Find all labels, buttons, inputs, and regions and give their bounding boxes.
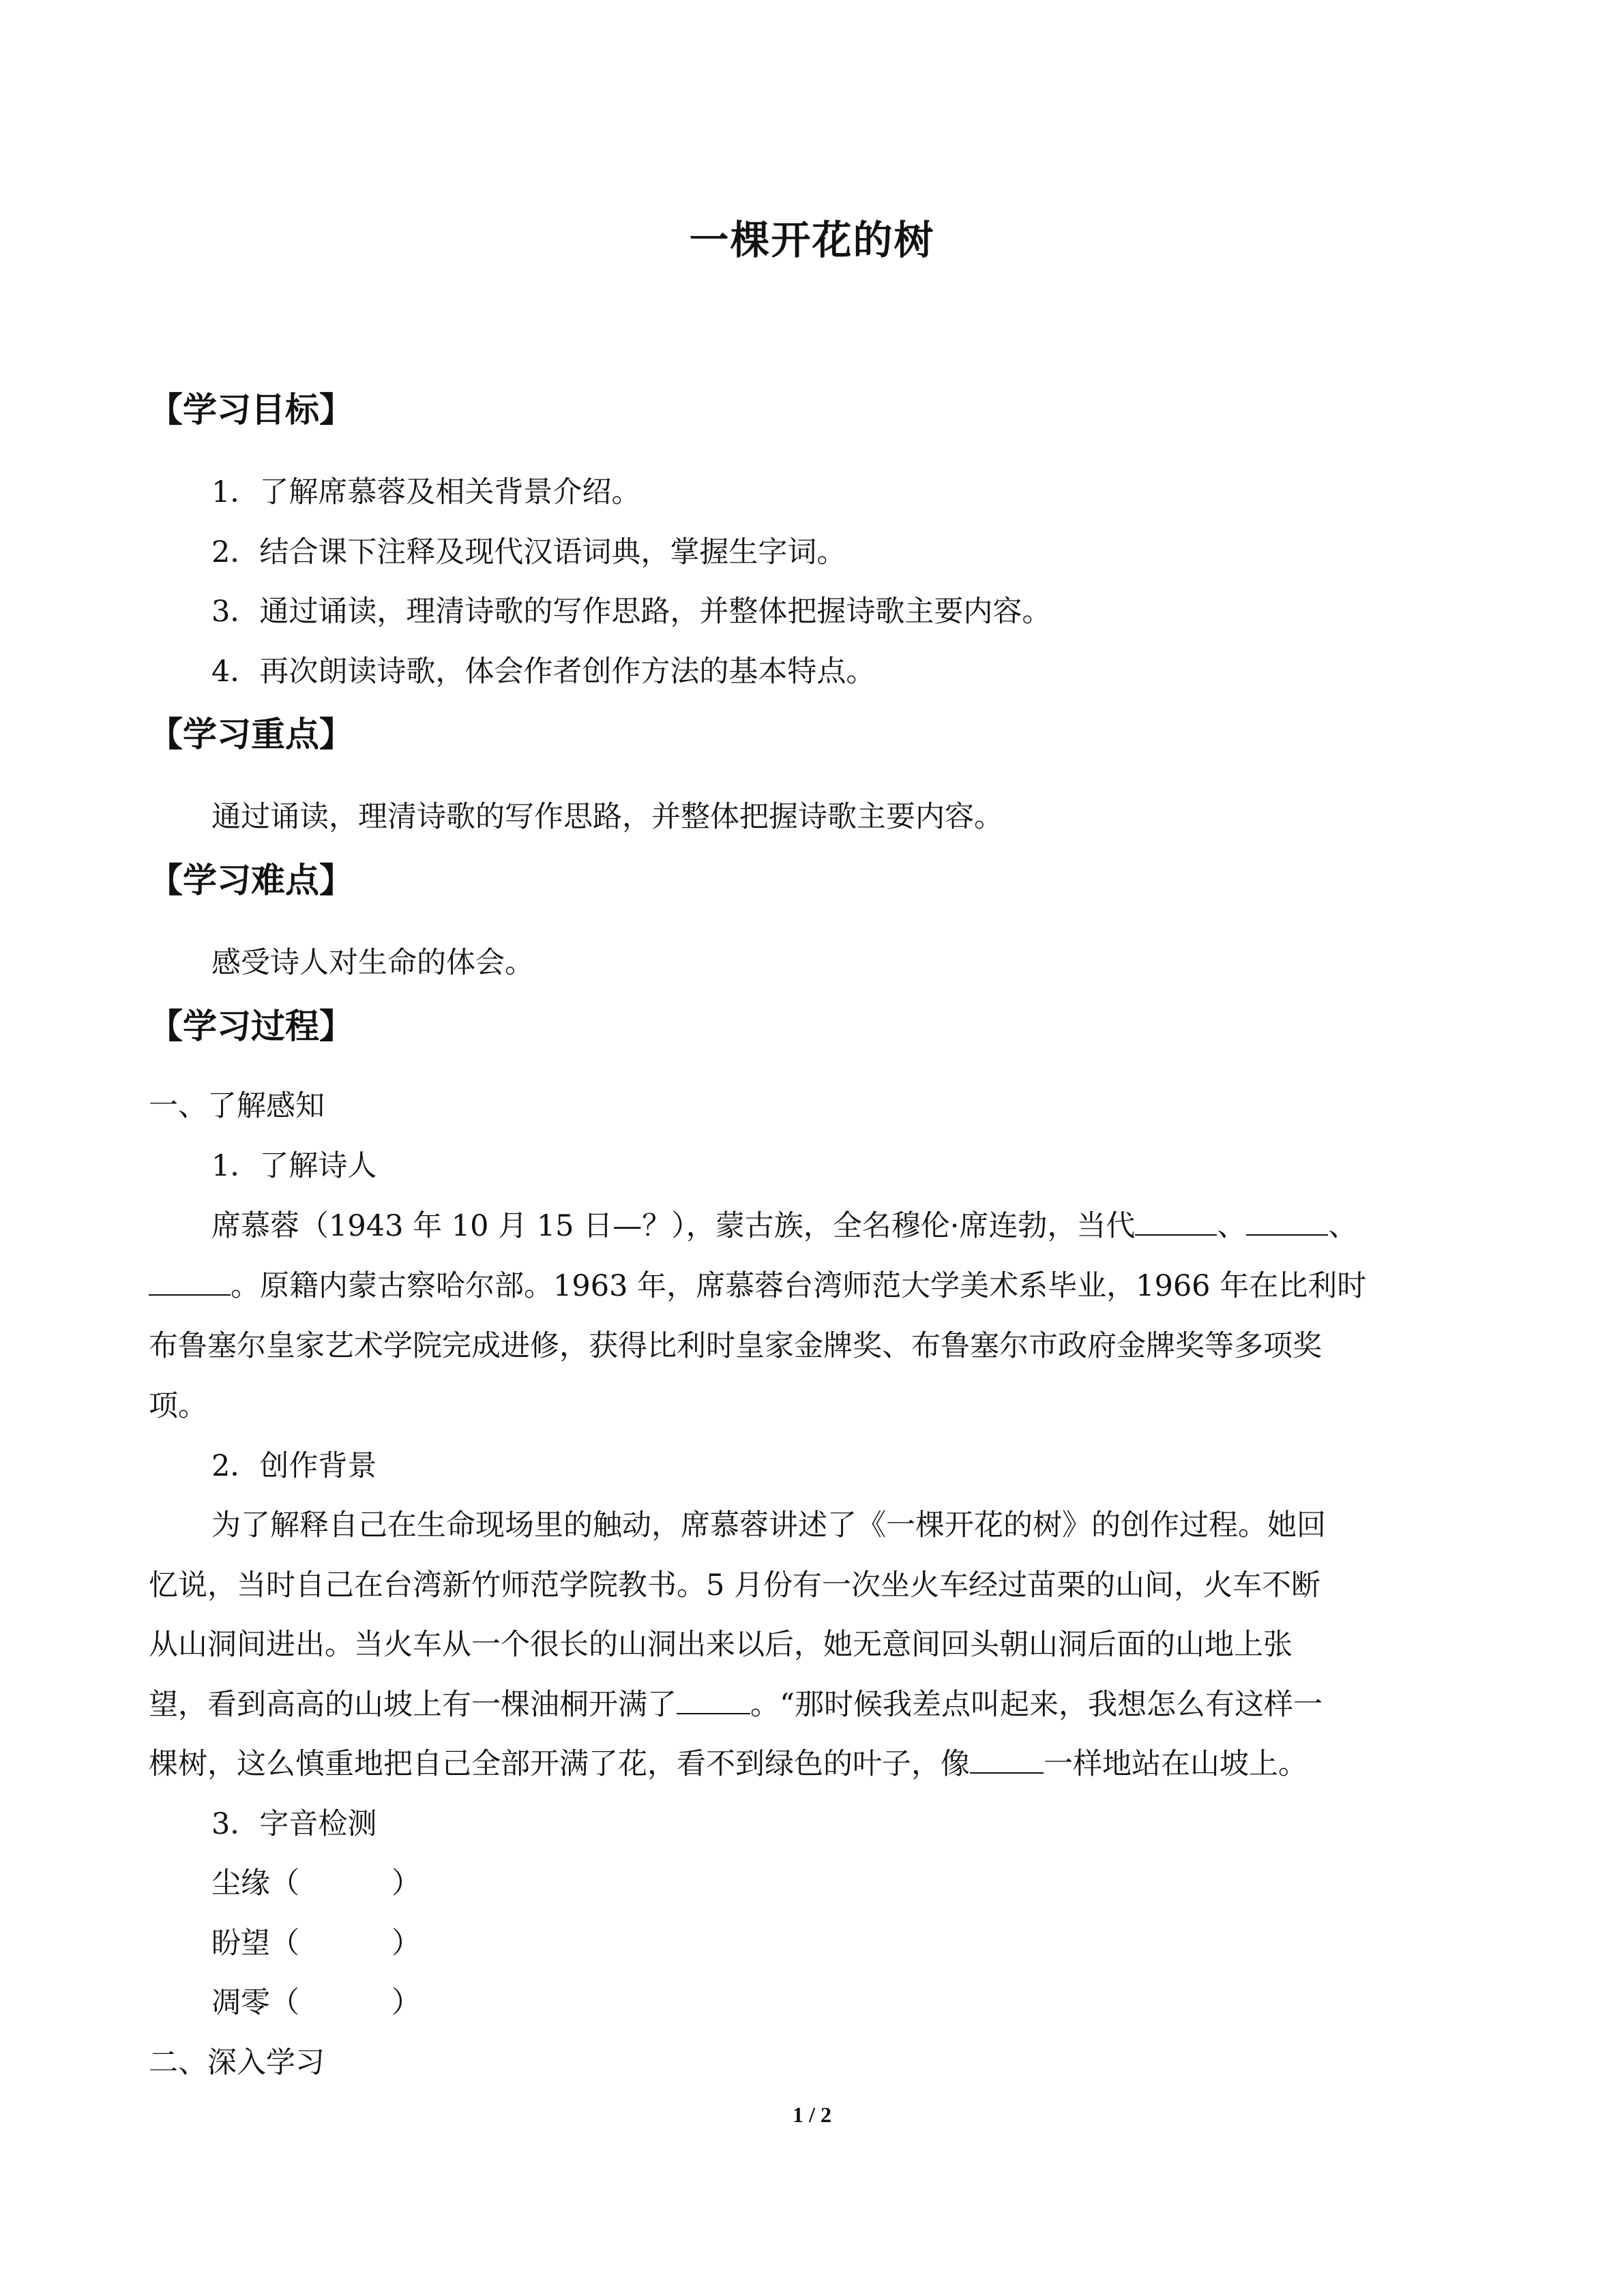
difficulty-heading: 【学习难点】 — [149, 861, 353, 900]
poet-subtitle: 1．了解诗人 — [211, 1149, 377, 1183]
pronunciation-item — [211, 1923, 421, 1964]
close-paren: ） — [392, 1926, 421, 1960]
goal-item-2: 2．结合课下注释及现代汉语词典，掌握生字词。 — [211, 535, 846, 569]
background-line-4-tail: 。“那时候我差点叫起来，我想怎么有这样一 — [750, 1688, 1323, 1722]
fill-blank[interactable] — [1135, 1207, 1217, 1236]
poet-line-2-text: 。原籍内蒙古察哈尔部。1963 年，席慕蓉台湾师范大学美术系毕业，1966 年在比利时 — [231, 1269, 1367, 1303]
poet-line-4: 项。 — [149, 1389, 207, 1423]
poet-line-2 — [149, 1266, 1366, 1307]
background-line-5-tail: 一样地站在山坡上。 — [1044, 1747, 1308, 1781]
goal-item-1: 1．了解席慕蓉及相关背景介绍。 — [211, 475, 641, 509]
separator: 、 — [1217, 1209, 1247, 1243]
poet-line-1 — [211, 1206, 1357, 1247]
fill-blank[interactable] — [149, 1267, 231, 1296]
background-line-5-text: 棵树，这么慎重地把自己全部开满了花，看不到绿色的叶子，像 — [149, 1747, 970, 1781]
pronunciation-word: 凋零（ — [211, 1986, 299, 2020]
part1-title: 一、了解感知 — [149, 1089, 325, 1123]
background-subtitle: 2．创作背景 — [211, 1449, 377, 1483]
background-line-3: 从山洞间进出。当火车从一个很长的山洞出来以后，她无意间回头朝山洞后面的山地上张 — [149, 1628, 1293, 1662]
document-title: 一棵开花的树 — [689, 217, 935, 263]
goal-item-3: 3．通过诵读，理清诗歌的写作思路，并整体把握诗歌主要内容。 — [211, 595, 1052, 629]
key-point-heading: 【学习重点】 — [149, 715, 353, 754]
key-point-text: 通过诵读，理清诗歌的写作思路，并整体把握诗歌主要内容。 — [211, 800, 1003, 834]
fill-blank[interactable] — [677, 1686, 750, 1714]
fill-blank[interactable] — [970, 1745, 1044, 1774]
separator: 、 — [1328, 1209, 1358, 1243]
background-line-4 — [149, 1684, 1323, 1725]
difficulty-text: 感受诗人对生命的体会。 — [211, 946, 534, 980]
background-line-5 — [149, 1744, 1308, 1785]
part2-title: 二、深入学习 — [149, 2046, 325, 2080]
background-line-2: 忆说，当时自己在台湾新竹师范学院教书。5 月份有一次坐火车经过苗栗的山间，火车不断 — [149, 1568, 1321, 1602]
close-paren: ） — [392, 1866, 421, 1900]
fill-blank[interactable] — [1246, 1207, 1328, 1236]
pronunciation-word: 尘缘（ — [211, 1866, 299, 1900]
pronunciation-subtitle: 3．字音检测 — [211, 1807, 377, 1841]
close-paren: ） — [392, 1986, 421, 2020]
poet-line-1-text: 席慕蓉（1943 年 10 月 15 日—？），蒙古族，全名穆伦·席连勃，当代 — [211, 1209, 1136, 1243]
background-line-1: 为了解释自己在生命现场里的触动，席慕蓉讲述了《一棵开花的树》的创作过程。她回 — [211, 1508, 1326, 1542]
page-number: 1 / 2 — [793, 2102, 831, 2127]
goals-heading: 【学习目标】 — [149, 390, 353, 430]
pronunciation-item — [211, 1863, 421, 1904]
pronunciation-item — [211, 1982, 421, 2023]
pronunciation-word: 盼望（ — [211, 1926, 299, 1960]
background-line-4-text: 望，看到高高的山坡上有一棵油桐开满了 — [149, 1688, 677, 1722]
process-heading: 【学习过程】 — [149, 1007, 353, 1046]
goal-item-4: 4．再次朗读诗歌，体会作者创作方法的基本特点。 — [211, 655, 876, 689]
poet-line-3: 布鲁塞尔皇家艺术学院完成进修，获得比利时皇家金牌奖、布鲁塞尔市政府金牌奖等多项奖 — [149, 1329, 1322, 1363]
